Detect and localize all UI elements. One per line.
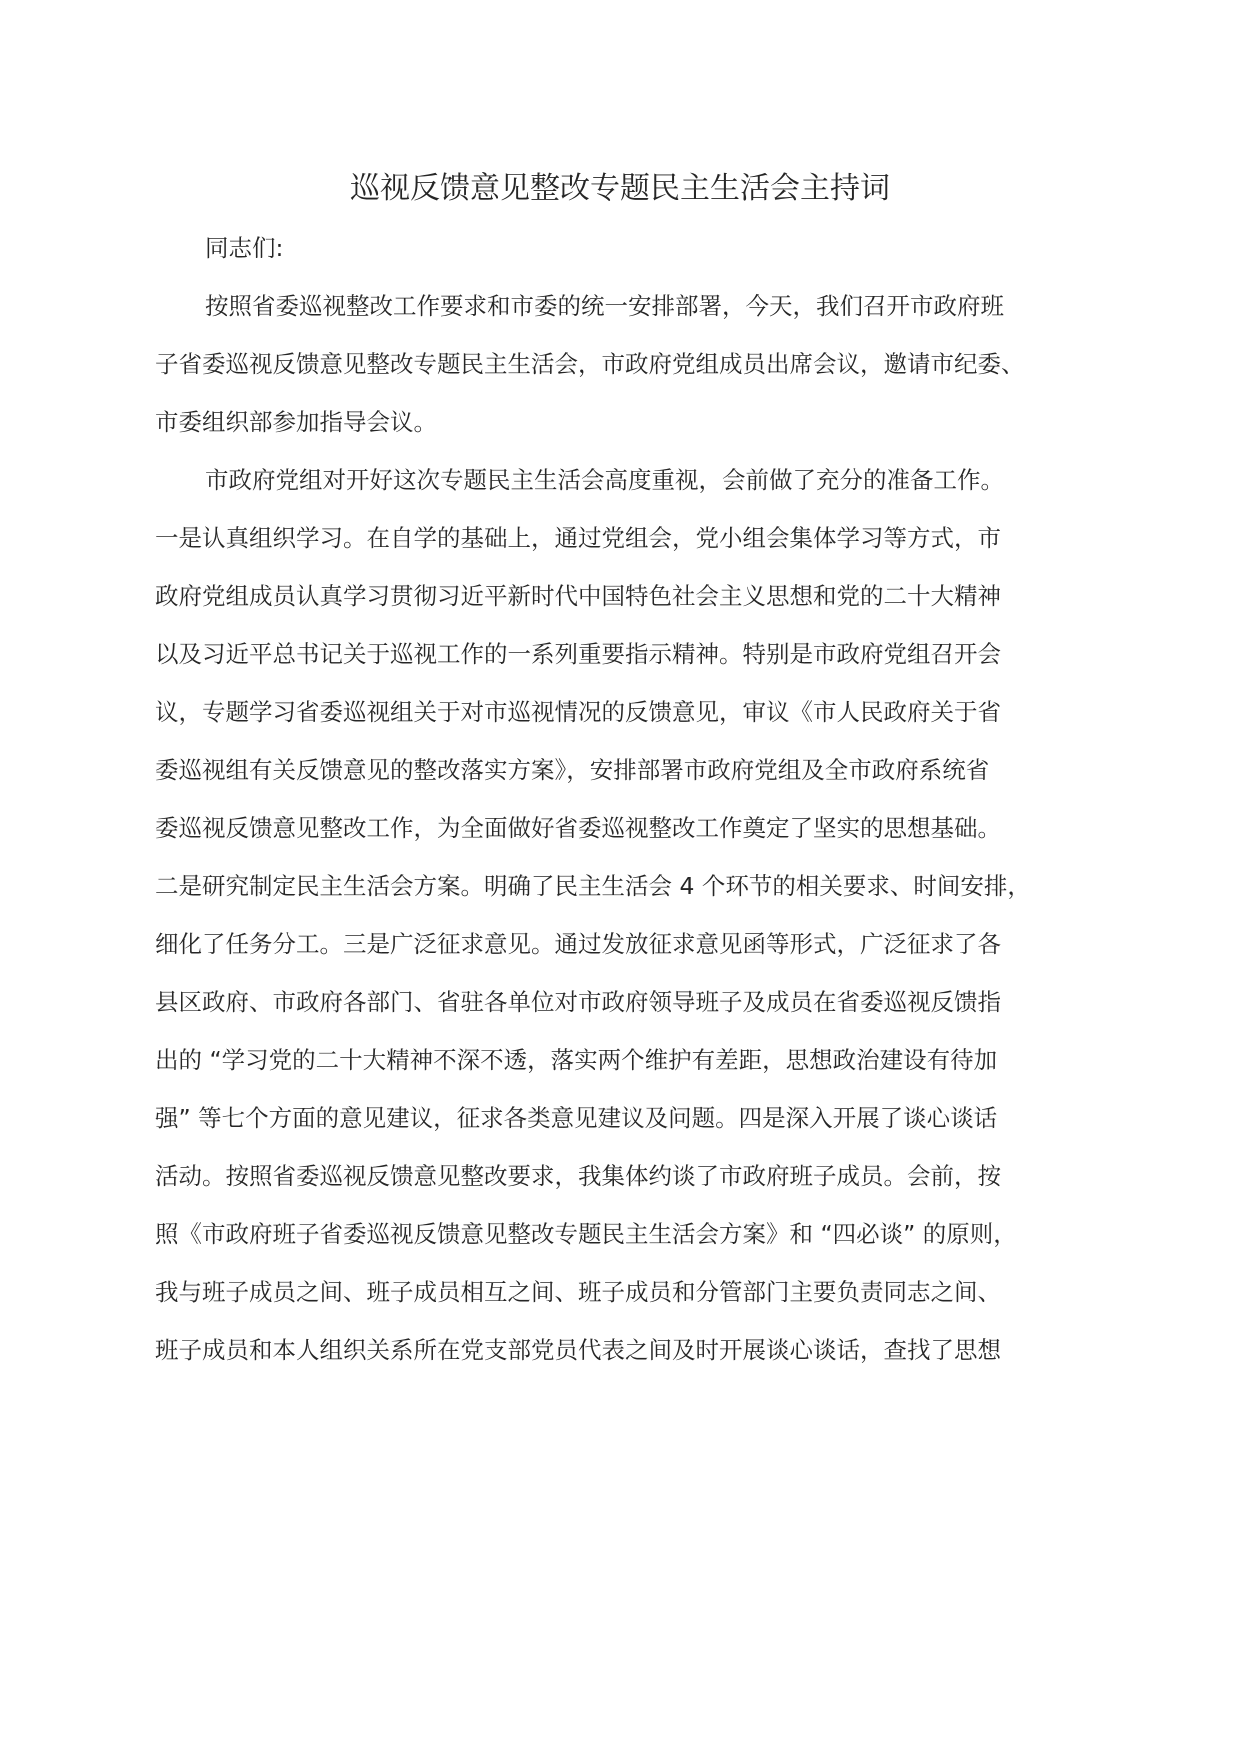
paragraph-line: 出的 “学习党的二十大精神不深不透，落实两个维护有差距，思想政治建设有待加 [155,1046,998,1074]
paragraph-line: 子省委巡视反馈意见整改专题民主生活会，市政府党组成员出席会议，邀请市纪委、 [155,350,1025,378]
paragraph-line: 按照省委巡视整改工作要求和市委的统一安排部署，今天，我们召开市政府班 [205,292,1004,320]
paragraph-line: 政府党组成员认真学习贯彻习近平新时代中国特色社会主义思想和党的二十大精神 [155,582,1001,610]
paragraph-line: 市委组织部参加指导会议。 [155,408,437,436]
paragraph-line: 委巡视反馈意见整改工作，为全面做好省委巡视整改工作奠定了坚实的思想基础。 [155,814,1001,842]
paragraph-line: 一是认真组织学习。在自学的基础上，通过党组会，党小组会集体学习等方式，市 [155,524,1001,552]
paragraph-line: 活动。按照省委巡视反馈意见整改要求，我集体约谈了市政府班子成员。会前，按 [155,1162,1001,1190]
paragraph-line: 细化了任务分工。三是广泛征求意见。通过发放征求意见函等形式，广泛征求了各 [155,930,1001,958]
paragraph-line: 班子成员和本人组织关系所在党支部党员代表之间及时开展谈心谈话，查找了思想 [155,1336,1001,1364]
paragraph-line: 以及习近平总书记关于巡视工作的一系列重要指示精神。特别是市政府党组召开会 [155,640,1001,668]
document-title: 巡视反馈意见整改专题民主生活会主持词 [350,171,890,206]
paragraph-line: 二是研究制定民主生活会方案。明确了民主生活会 4 个环节的相关要求、时间安排， [155,872,1031,900]
paragraph-line: 委巡视组有关反馈意见的整改落实方案》，安排部署市政府党组及全市政府系统省 [155,756,990,784]
paragraph-line: 议，专题学习省委巡视组关于对市巡视情况的反馈意见，审议《市人民政府关于省 [155,698,1001,726]
paragraph-line: 县区政府、市政府各部门、省驻各单位对市政府领导班子及成员在省委巡视反馈指 [155,988,1001,1016]
paragraph-line: 市政府党组对开好这次专题民主生活会高度重视，会前做了充分的准备工作。 [205,466,1004,494]
paragraph-line: 我与班子成员之间、班子成员相互之间、班子成员和分管部门主要负责同志之间、 [155,1278,1001,1306]
paragraph-line: 照《市政府班子省委巡视反馈意见整改专题民主生活会方案》和 “四必谈” 的原则， [155,1220,1017,1248]
salutation-line: 同志们: [205,234,284,262]
paragraph-line: 强” 等七个方面的意见建议，征求各类意见建议及问题。四是深入开展了谈心谈话 [155,1104,998,1132]
